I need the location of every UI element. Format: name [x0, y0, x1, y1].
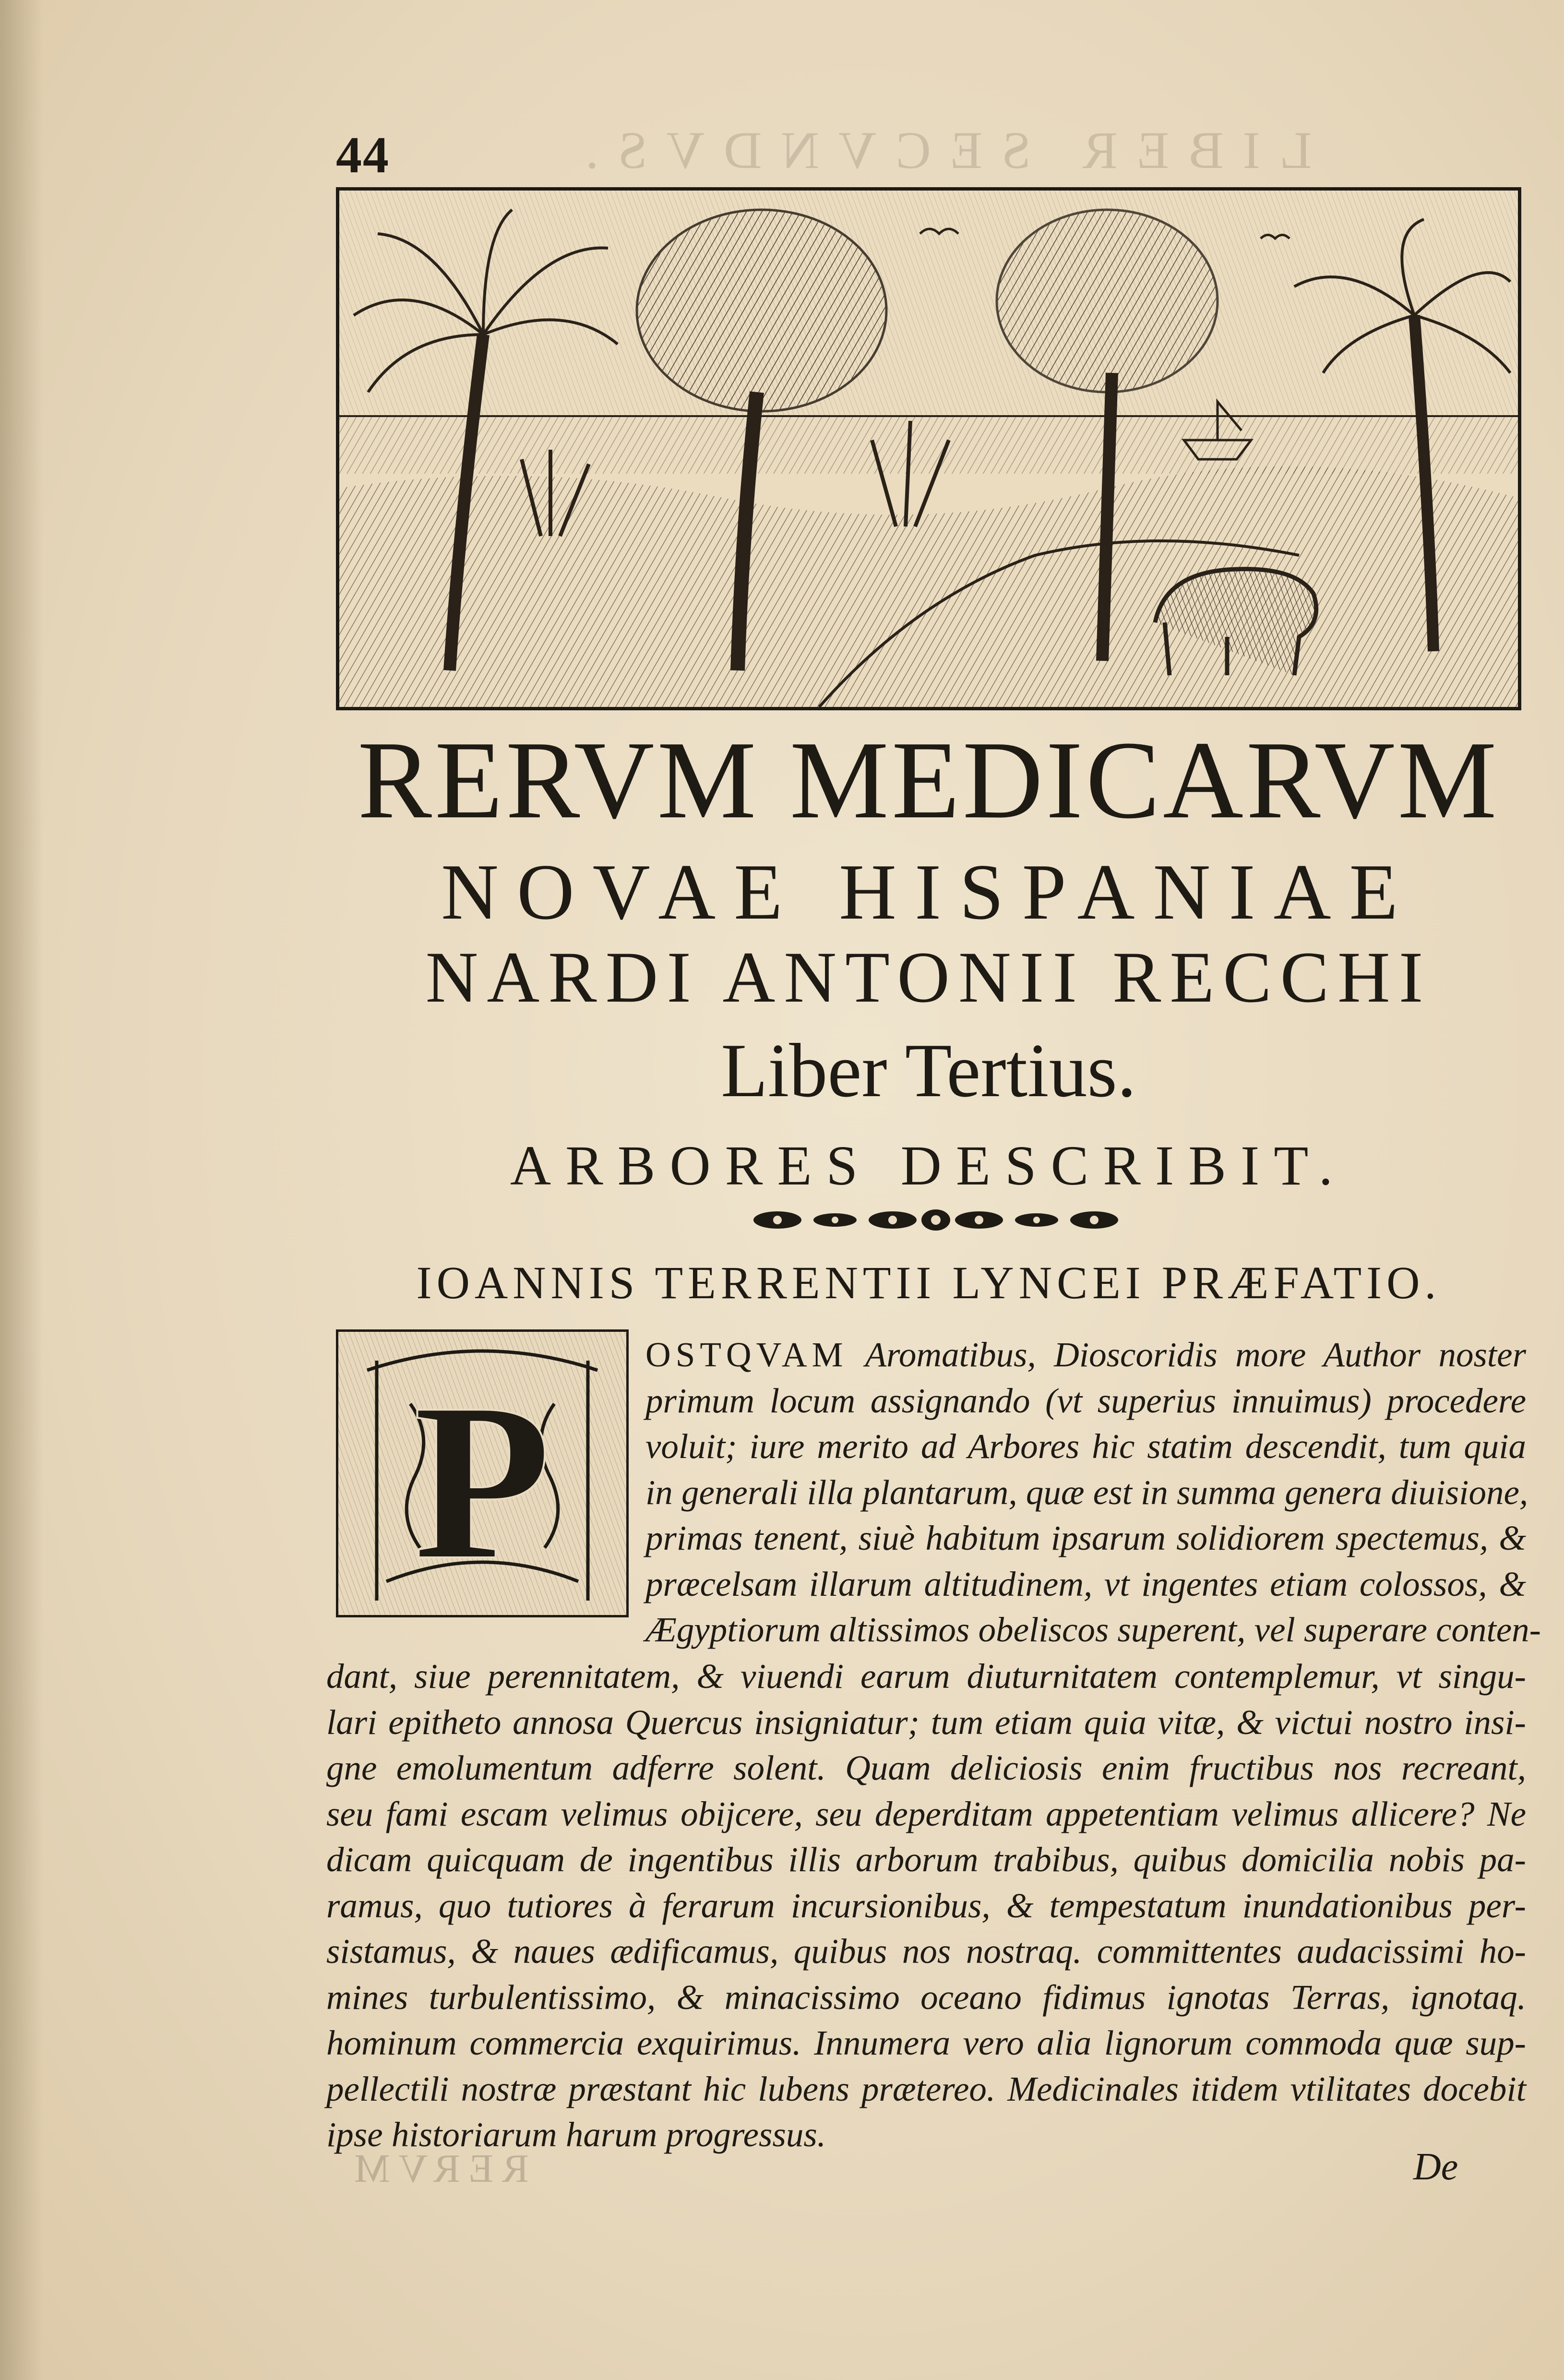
text-line: dicam quicquam de ingentibus illis arborum trabibus, quibus domicilia nobis pa-: [326, 1840, 1526, 1879]
opening-word: OSTQVAM: [645, 1335, 848, 1374]
text-line: ramus, quo tutiores à ferarum incursionibus, & tempestatum inundationibus per-: [326, 1886, 1526, 1925]
text-line: primum locum assignando (vt superius innuimus) procedere: [645, 1381, 1526, 1420]
show-through-footer: RERVM: [346, 2146, 529, 2191]
text-line: ipse historiarum harum progressus.: [326, 2115, 826, 2154]
text-line: seu fami escam velimus obijcere, seu deperditam appetentiam velimus allicere? Ne: [326, 1794, 1526, 1833]
text-line: OSTQVAM Aromatibus, Dioscoridis more Author noster: [645, 1335, 1526, 1374]
decorated-initial-p: [336, 1329, 629, 1617]
title-line-2: NOVAE HISPANIAE: [441, 848, 1416, 936]
text-line: in generali illa plantarum, quæ est in summa genera diuisione,: [645, 1472, 1528, 1512]
book-subheading: ARBORES DESCRIBIT.: [510, 1134, 1348, 1197]
text-line: voluit; iure merito ad Arbores hic statim descendit, tum quia: [645, 1427, 1526, 1466]
title-line-3: NARDI ANTONII RECCHI: [425, 937, 1432, 1017]
svg-text:P: P: [413, 1356, 551, 1606]
page-number: 44: [336, 127, 390, 184]
text-line: Ægyptiorum altissimos obeliscos superent, vel superare conten-: [645, 1610, 1541, 1649]
ornamental-divider: [749, 1206, 1123, 1234]
landscape-woodcut-illustration: [336, 187, 1521, 710]
text-line: gne emolumentum adferre solent. Quam deliciosis enim fructibus nos recreant,: [326, 1748, 1526, 1787]
text-line: primas tenent, siuè habitum ipsarum solidiorem spectemus, &: [645, 1519, 1526, 1557]
catchword: De: [1413, 2146, 1458, 2188]
preface-heading: IOANNIS TERRENTII LYNCEI PRÆFATIO.: [416, 1257, 1441, 1308]
preface-paragraph-beside-initial: [645, 1332, 1541, 1653]
preface-paragraph-continued: [326, 1653, 1526, 2158]
text-line: lari epitheto annosa Quercus insigniatur; tum etiam quia vitæ, & victui nostro insi-: [326, 1702, 1526, 1742]
text-line: dant, siue perennitatem, & viuendi earum diuturnitatem contemplemur, vt singu-: [326, 1657, 1526, 1696]
page-gutter-shadow: [0, 0, 43, 2380]
text-line: pellectili nostræ præstant hic lubens prætereo. Medicinales itidem vtilitates docebit: [326, 2069, 1526, 2108]
book-heading: Liber Tertius.: [721, 1028, 1136, 1113]
text-line: præcelsam illarum altitudinem, vt ingentes etiam colossos, &: [645, 1564, 1526, 1603]
text-line: mines turbulentissimo, & minacissimo oceano fidimus ignotas Terras, ignotaq.: [326, 1977, 1526, 2017]
text-line: sistamus, & naues ædificamus, quibus nos nostraq. committentes audacissimi ho-: [326, 1932, 1526, 1971]
text-line: hominum commercia exquirimus. Innumera vero alia lignorum commoda quæ sup-: [326, 2023, 1526, 2062]
title-line-1: RERVM MEDICARVM: [358, 718, 1500, 842]
show-through-header: LIBER SECVNDVS.: [566, 121, 1312, 179]
